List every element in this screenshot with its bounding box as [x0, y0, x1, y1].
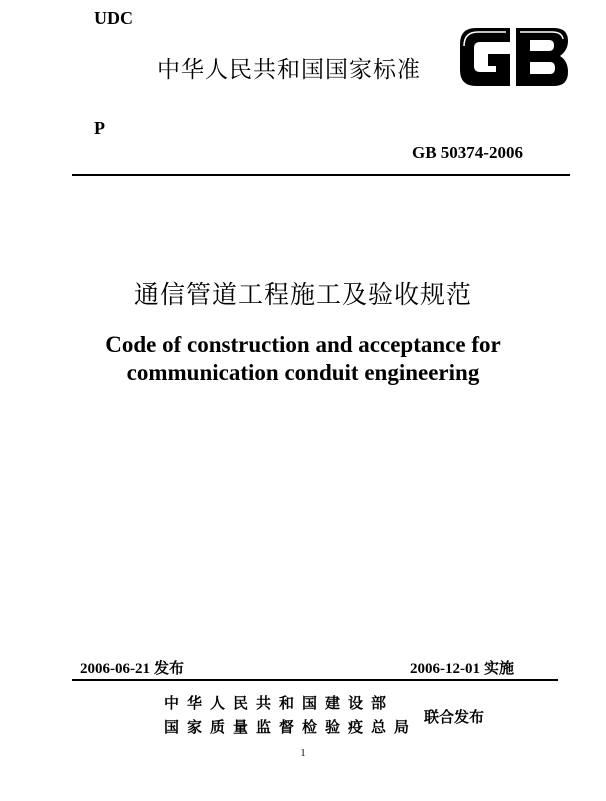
gb-logo-b: [516, 28, 568, 86]
issue-date: 2006-06-21: [80, 661, 150, 677]
classification-code: P: [94, 118, 105, 138]
bottom-divider: [72, 679, 558, 681]
gb-logo: [458, 26, 570, 88]
implementation-label: 实施: [484, 659, 515, 677]
title-english-line-1: Code of construction and acceptance for: [105, 332, 501, 357]
issuer-aqsiq: 国家质量监督检验疫总局: [164, 718, 418, 736]
joint-issue-label: 联合发布: [424, 708, 485, 726]
top-divider: [72, 174, 570, 176]
national-standard-title: 中华人民共和国国家标准: [157, 57, 421, 83]
page-number: 1: [300, 748, 306, 759]
implementation-date-block: [410, 657, 514, 678]
title-english-line-2: communication conduit engineering: [126, 360, 480, 385]
issuer-ministry: 中华人民共和国建设部: [164, 694, 395, 712]
issue-date-block: [80, 657, 184, 678]
title-english: [0, 331, 606, 387]
gb-logo-g: [460, 28, 510, 86]
udc-label: UDC: [94, 8, 133, 28]
implementation-date: 2006-12-01: [410, 661, 480, 677]
title-chinese: 通信管道工程施工及验收规范: [133, 280, 472, 309]
issue-label: 发布: [154, 659, 185, 677]
standard-number: GB 50374-2006: [412, 143, 523, 162]
